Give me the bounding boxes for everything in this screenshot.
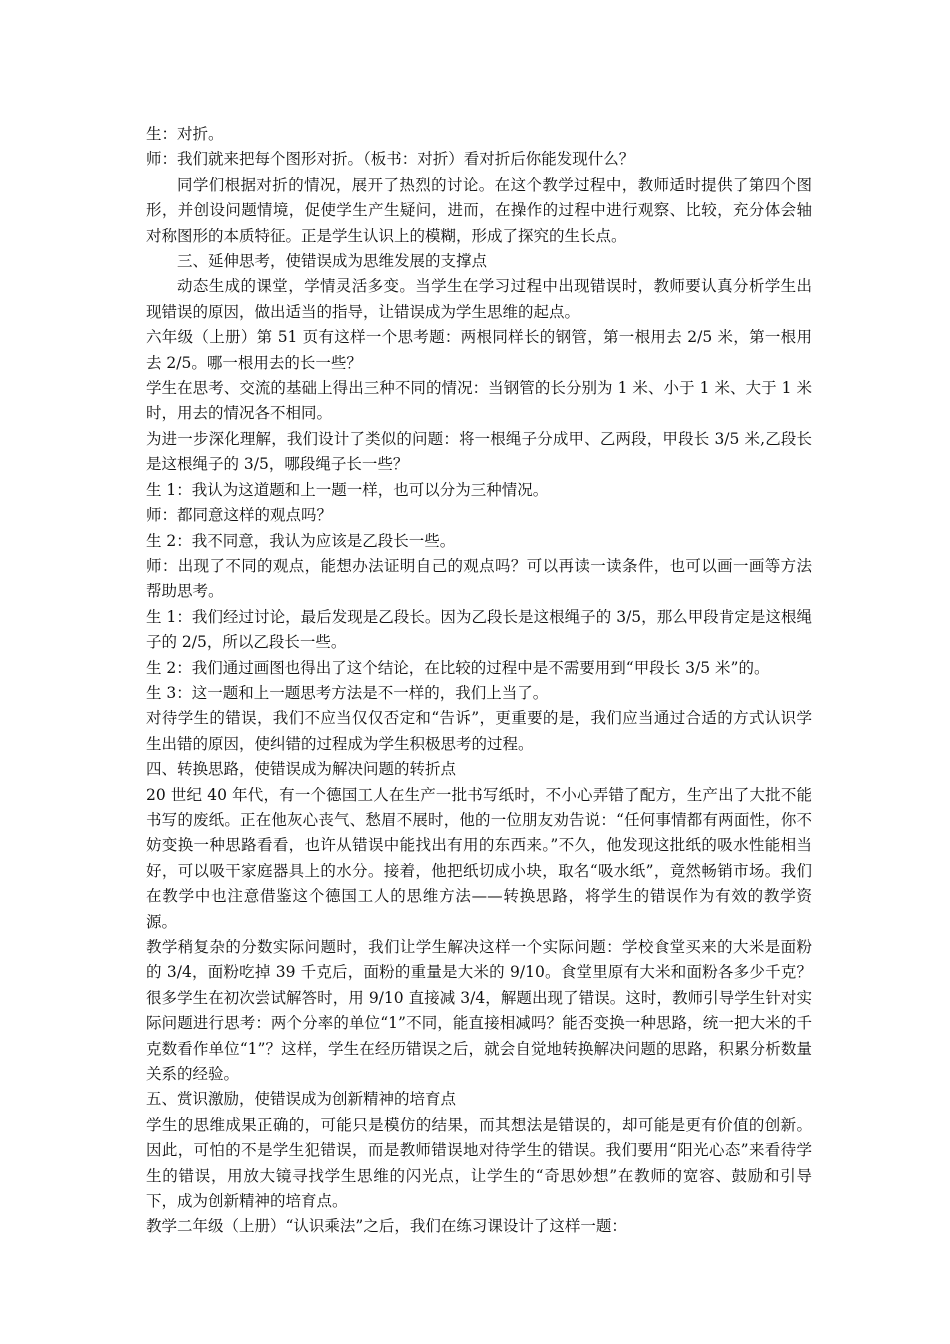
section-heading-4: 四、转换思路，使错误成为解决问题的转折点: [146, 760, 457, 779]
paragraph-22: 教学二年级（上册）“认识乘法”之后，我们在练习课设计了这样一题：: [146, 1217, 627, 1236]
paragraph-13: 生 1：我们经过讨论，最后发现是乙段长。因为乙段长是这根绳子的 3/5，那么甲段肯定是这根绳子的 2/5，所以乙段长一些。: [146, 607, 812, 652]
paragraph-11: 生 2：我不同意，我认为应该是乙段长一些。: [146, 531, 456, 550]
paragraph-14: 生 2：我们通过画图也得出了这个结论，在比较的过程中是不需要用到“甲段长 3/5 米”的。: [146, 658, 770, 677]
paragraph-7: 学生在思考、交流的基础上得出三种不同的情况：当钢管的长分别为 1 米、小于 1 米、大于 1 米时，用去的情况各不相同。: [146, 379, 812, 423]
paragraph-2: 师：我们就来把每个图形对折。（板书：对折）看对折后你能发现什么？: [146, 150, 635, 169]
paragraph-5: 动态生成的课堂，学情灵活多变。当学生在学习过程中出现错误时，教师要认真分析学生出现错误的原因，做出适当的指导，让错误成为学生思维的起点。: [146, 277, 812, 321]
paragraph-12: 师：出现了不同的观点，能想办法证明自己的观点吗？可以再读一读条件，也可以画一画等方法帮助思考。: [146, 556, 812, 601]
section-heading-3: 三、延伸思考，使错误成为思维发展的支撑点: [177, 252, 488, 271]
document-page: [146, 122, 812, 1240]
paragraph-19: 教学稍复杂的分数实际问题时，我们让学生解决这样一个实际问题：学校食堂买来的大米是面粉的 3/4，面粉吃掉 39 千克后，面粉的重量是大米的 9/10。食堂里原有大米和面粉各多少千克？很多学生在初次尝试解答时，用 9/10 直接减 3/4，解题出现了错误。这时，教师引导学生针对实际问题进行思考：两个分率的单位“1”不同，能直接相减吗？能否变换一种思路，统一把大米的千克数看作单位“1”？这样，学生在经历错误之后，就会自觉地转换解决问题的思路，积累分析数量关系的经验。: [146, 938, 812, 1084]
paragraph-10: 师：都同意这样的观点吗？: [146, 506, 333, 525]
paragraph-9: 生 1：我认为这道题和上一题一样，也可以分为三种情况。: [146, 480, 549, 499]
paragraph-15: 生 3：这一题和上一题思考方法是不一样的，我们上当了。: [146, 683, 549, 702]
paragraph-6: 六年级（上册）第 51 页有这样一个思考题：两根同样长的钢管，第一根用去 2/5 米，第一根用去 2/5。哪一根用去的长一些？: [146, 328, 812, 372]
paragraph-18: 20 世纪 40 年代，有一个德国工人在生产一批书写纸时，不小心弄错了配方，生产出了大批不能书写的废纸。正在他灰心丧气、愁眉不展时，他的一位朋友劝告说：“任何事情都有两面性，你不妨变换一种思路看看，也许从错误中能找出有用的东西来。”不久，他发现这批纸的吸水性能相当好，可以吸干家庭器具上的水分。接着，他把纸切成小块，取名“吸水纸”，竟然畅销市场。我们在教学中也注意借鉴这个德国工人的思维方法——转换思路，将学生的错误作为有效的教学资源。: [146, 785, 812, 931]
paragraph-16: 对待学生的错误，我们不应当仅仅否定和“告诉”，更重要的是，我们应当通过合适的方式认识学生出错的原因，使纠错的过程成为学生积极思考的过程。: [146, 709, 812, 753]
paragraph-8: 为进一步深化理解，我们设计了类似的问题：将一根绳子分成甲、乙两段，甲段长 3/5 米,乙段长是这根绳子的 3/5，哪段绳子长一些？: [146, 429, 812, 474]
paragraph-21: 学生的思维成果正确的，可能只是模仿的结果，而其想法是错误的，却可能是更有价值的创新。因此，可怕的不是学生犯错误，而是教师错误地对待学生的错误。我们要用“阳光心态”来看待学生的错误，用放大镜寻找学生思维的闪光点，让学生的“奇思妙想”在教师的宽容、鼓励和引导下，成为创新精神的培育点。: [146, 1115, 812, 1211]
paragraph-1: 生：对折。: [146, 125, 224, 143]
section-heading-5: 五、赏识激励，使错误成为创新精神的培育点: [146, 1090, 457, 1109]
paragraph-3: 同学们根据对折的情况，展开了热烈的讨论。在这个教学过程中，教师适时提供了第四个图形，并创设问题情境，促使学生产生疑问，进而，在操作的过程中进行观察、比较，充分体会轴对称图形的本质特征。正是学生认识上的模糊，形成了探究的生长点。: [146, 175, 812, 245]
